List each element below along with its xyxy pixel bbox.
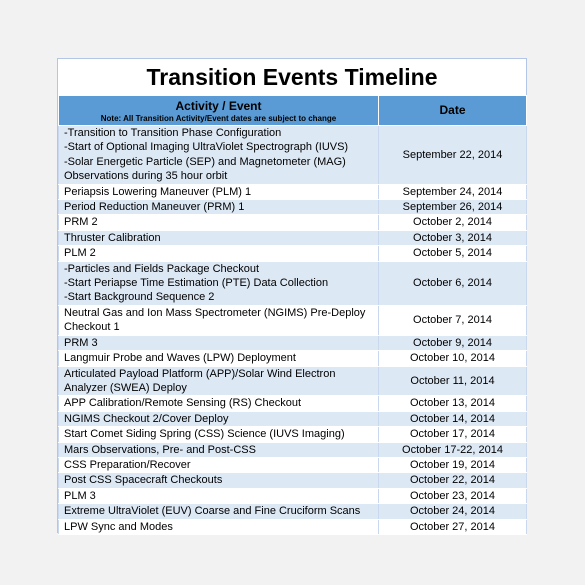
table-row xyxy=(59,126,527,185)
date-cell: October 6, 2014 xyxy=(379,261,527,305)
date-cell: October 17, 2014 xyxy=(379,427,527,442)
activity-cell xyxy=(59,457,379,472)
activity-cell xyxy=(59,396,379,411)
activity-cell xyxy=(59,473,379,488)
activity-header-label: Activity / Event xyxy=(175,98,262,113)
table-header-row xyxy=(59,96,527,126)
activity-line: Mars Observations, Pre- and Post-CSS xyxy=(64,443,256,456)
activity-cell xyxy=(59,230,379,245)
table-row xyxy=(59,246,527,261)
table-row xyxy=(59,457,527,472)
activity-line: PLM 3 xyxy=(64,489,96,502)
table-row xyxy=(59,473,527,488)
table-row xyxy=(59,427,527,442)
table-row xyxy=(59,366,527,396)
table-row xyxy=(59,215,527,230)
activity-cell xyxy=(59,366,379,396)
activity-line: -Particles and Fields Package Checkout xyxy=(64,262,260,275)
activity-line: Start Comet Siding Spring (CSS) Science (IUVS Imaging) xyxy=(64,428,345,441)
activity-cell xyxy=(59,126,379,185)
activity-cell xyxy=(59,184,379,199)
activity-cell xyxy=(59,488,379,503)
activity-line: Observations during 35 hour orbit xyxy=(64,170,228,183)
date-cell: October 27, 2014 xyxy=(379,519,527,534)
activity-line: LPW Sync and Modes xyxy=(64,520,173,533)
activity-cell xyxy=(59,335,379,350)
date-cell: September 26, 2014 xyxy=(379,200,527,215)
date-cell: October 5, 2014 xyxy=(379,246,527,261)
date-cell: October 10, 2014 xyxy=(379,351,527,366)
date-cell: October 19, 2014 xyxy=(379,457,527,472)
date-cell: October 14, 2014 xyxy=(379,411,527,426)
date-cell: October 2, 2014 xyxy=(379,215,527,230)
activity-cell xyxy=(59,200,379,215)
activity-column-header xyxy=(59,96,379,126)
table-row xyxy=(59,200,527,215)
activity-cell xyxy=(59,427,379,442)
activity-line: -Start of Optional Imaging UltraViolet Spectrograph (IUVS) xyxy=(64,141,349,154)
table-row xyxy=(59,351,527,366)
date-cell: October 23, 2014 xyxy=(379,488,527,503)
activity-cell xyxy=(59,215,379,230)
date-cell: October 24, 2014 xyxy=(379,504,527,519)
activity-cell xyxy=(59,519,379,534)
activity-line: Articulated Payload Platform (APP)/Solar Wind Electron xyxy=(64,367,336,380)
date-cell: October 11, 2014 xyxy=(379,366,527,396)
activity-line: PLM 2 xyxy=(64,247,96,260)
date-column-header xyxy=(379,96,527,126)
table-row xyxy=(59,335,527,350)
activity-line: NGIMS Checkout 2/Cover Deploy xyxy=(64,412,229,425)
table-row xyxy=(59,488,527,503)
date-cell: October 9, 2014 xyxy=(379,335,527,350)
table-row xyxy=(59,261,527,305)
timeline-rows xyxy=(59,126,527,535)
timeline-document xyxy=(57,58,527,533)
activity-cell xyxy=(59,442,379,457)
activity-cell xyxy=(59,351,379,366)
table-row xyxy=(59,411,527,426)
activity-cell xyxy=(59,411,379,426)
table-row xyxy=(59,519,527,534)
table-row xyxy=(59,442,527,457)
date-header-label: Date xyxy=(439,102,466,117)
activity-line: -Solar Energetic Particle (SEP) and Magnetometer (MAG) xyxy=(64,155,346,168)
activity-cell xyxy=(59,261,379,305)
activity-line: Langmuir Probe and Waves (LPW) Deployment xyxy=(64,352,296,365)
timeline-table xyxy=(58,95,527,535)
activity-line: Analyzer (SWEA) Deploy xyxy=(64,381,187,394)
date-cell: October 7, 2014 xyxy=(379,305,527,335)
activity-cell xyxy=(59,504,379,519)
activity-line: Neutral Gas and Ion Mass Spectrometer (NGIMS) Pre-Deploy xyxy=(64,306,366,319)
table-row xyxy=(59,396,527,411)
date-cell: September 22, 2014 xyxy=(379,126,527,185)
date-cell: October 13, 2014 xyxy=(379,396,527,411)
activity-cell xyxy=(59,305,379,335)
activity-line: Post CSS Spacecraft Checkouts xyxy=(64,474,223,487)
date-cell: October 22, 2014 xyxy=(379,473,527,488)
dates-note: Note: All Transition Activity/Event dates are subject to change xyxy=(100,113,337,123)
activity-line: -Transition to Transition Phase Configuration xyxy=(64,127,282,139)
table-row xyxy=(59,230,527,245)
activity-line: Period Reduction Maneuver (PRM) 1 xyxy=(64,201,245,214)
activity-line: PRM 2 xyxy=(64,216,98,229)
activity-cell xyxy=(59,246,379,261)
table-row xyxy=(59,504,527,519)
activity-line: Thruster Calibration xyxy=(64,231,161,244)
date-cell: October 17-22, 2014 xyxy=(379,442,527,457)
table-row xyxy=(59,184,527,199)
activity-line: Extreme UltraViolet (EUV) Coarse and Fine Cruciform Scans xyxy=(64,505,361,518)
activity-line: CSS Preparation/Recover xyxy=(64,458,191,471)
activity-line: -Start Periapse Time Estimation (PTE) Data Collection xyxy=(64,277,329,290)
date-cell: October 3, 2014 xyxy=(379,230,527,245)
activity-line: APP Calibration/Remote Sensing (RS) Checkout xyxy=(64,397,302,410)
page-title: Transition Events Timeline xyxy=(146,64,438,90)
activity-line: Checkout 1 xyxy=(64,321,120,334)
activity-line: Periapsis Lowering Maneuver (PLM) 1 xyxy=(64,185,252,198)
activity-line: -Start Background Sequence 2 xyxy=(64,291,215,304)
table-row xyxy=(59,305,527,335)
activity-line: PRM 3 xyxy=(64,336,98,349)
date-cell: September 24, 2014 xyxy=(379,184,527,199)
